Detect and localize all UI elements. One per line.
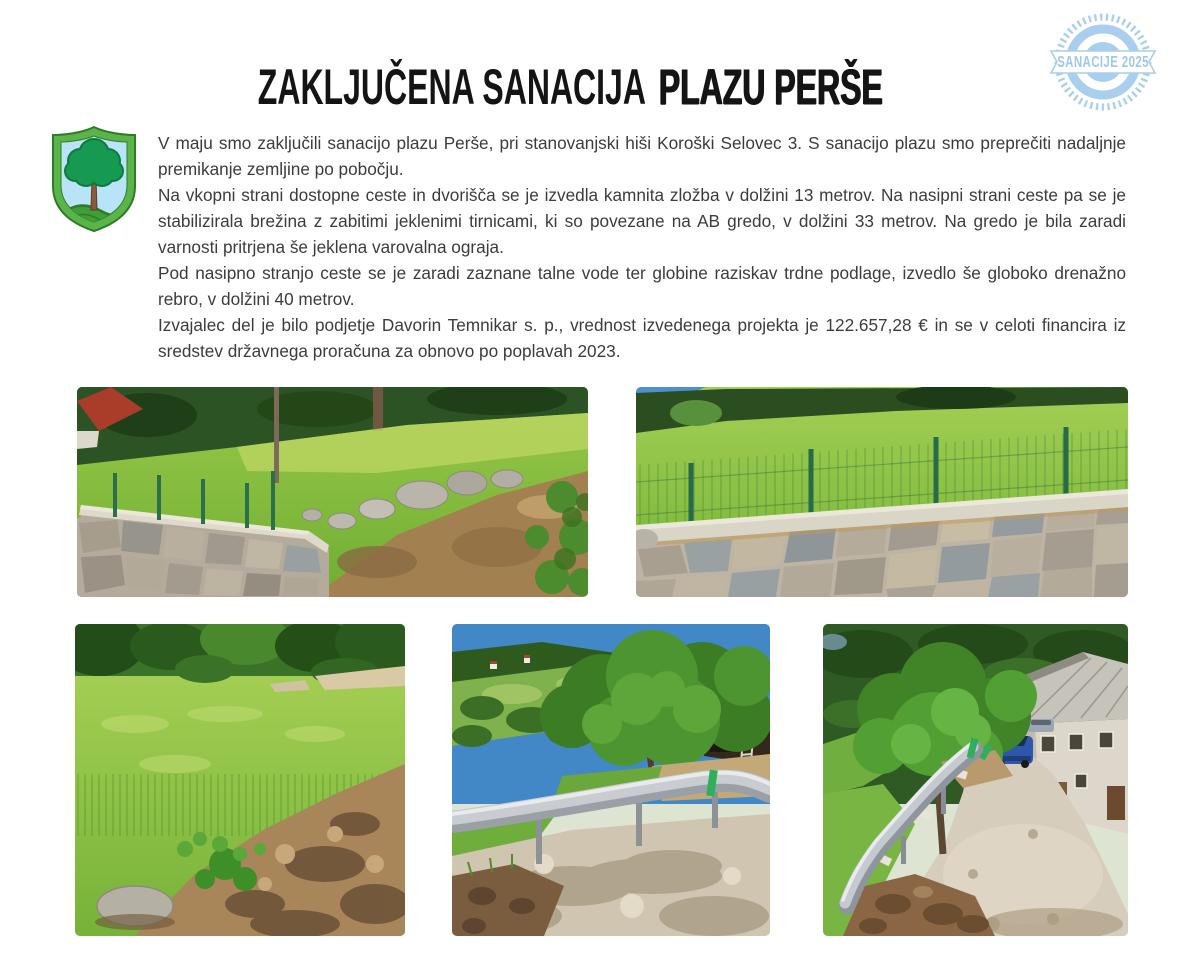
paragraph: Pod nasipno stranjo ceste se je zaradi zaznane talne vode ter globine raziskav trdne podlage, izvedlo še globoko drenažno rebro, v dolžini 40 metrov. [158,263,1126,309]
paragraph: Izvajalec del je bilo podjetje Davorin Temnikar s. p., vrednost izvedenega projekta je 122.657,28 € in se v celoti financira iz sredstev državnega proračuna za obnovo po poplavah 2023. [158,315,1126,361]
title-regular: ZAKLJUČENA SANACIJA [257,59,645,115]
photo-stone-wall-closeup [636,387,1128,597]
sanacije-2025-stamp-icon [1046,10,1160,114]
photo-stone-wall-hillside [77,387,588,597]
photo-guardrail-valley [452,624,770,936]
article-text [158,130,1126,364]
title-bold: PLAZU PERŠE [658,59,883,115]
paragraph: V maju smo zaključili sanacijo plazu Perše, pri stanovanjski hiši Koroški Selovec 3. S sanacijo plazu smo preprečiti nadaljnje premikanje zemljine po pobočju. [158,133,1126,179]
photo-meadow [75,624,405,936]
page-title [0,58,1140,116]
stamp-label: SANACIJE 2025 [1057,52,1149,71]
municipal-coat-of-arms [48,124,140,234]
paragraph: Na vkopni strani dostopne ceste in dvorišča se je izvedla kamnita zložba v dolžini 13 metrov. Na nasipni strani ceste pa se je stabilizirala brežina z zabitimi jeklenimi tirnicami, ki so povezane na AB gredo, v dolžini 33 metrov. Na gredo je bila zaradi varnosti pritrjena še jeklena varovalna ograja. [158,185,1126,257]
photo-guardrail-road-farmhouse [823,624,1128,936]
